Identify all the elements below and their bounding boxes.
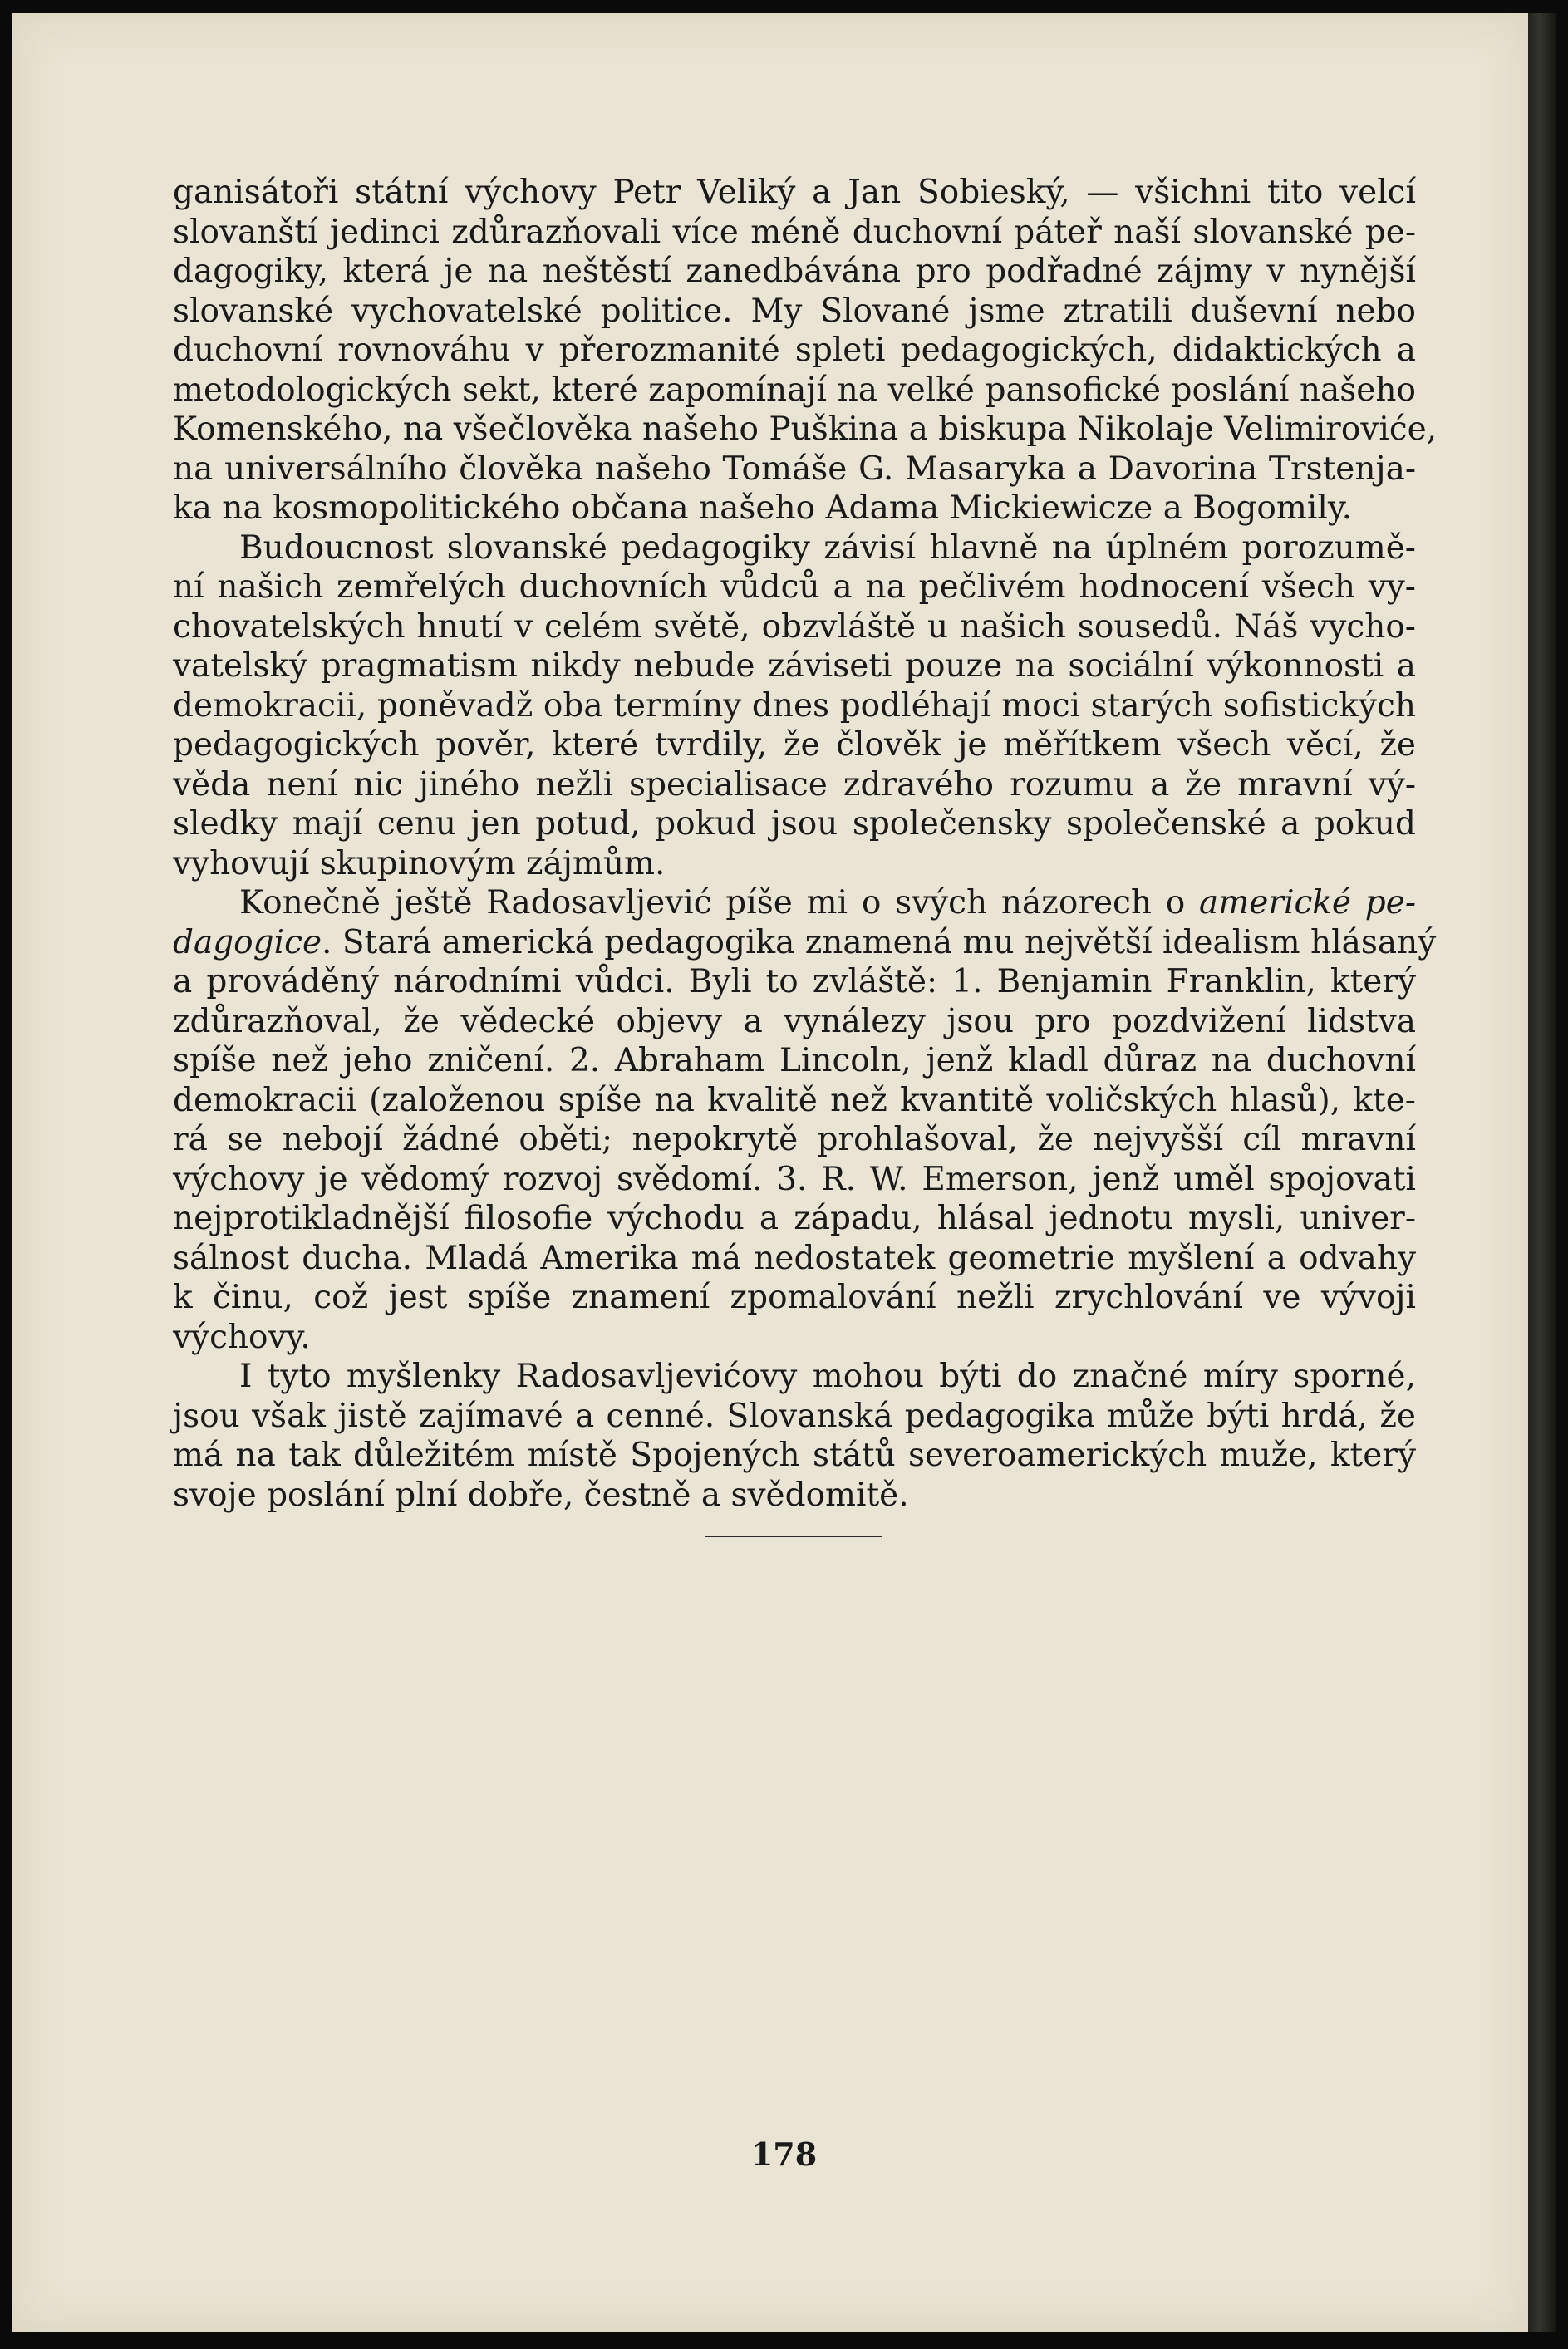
- text-line: sálnost ducha. Mladá Amerika má nedostatek geometrie myšlení a odvahy: [173, 1239, 1416, 1277]
- text-line: vyhovují skupinovým zájmům.: [173, 844, 666, 882]
- text-line: dagogiky, která je na neštěstí zanedbávána pro podřadné zájmy v nynější: [173, 253, 1416, 290]
- text-line: a prováděný národními vůdci. Byli to zvláště: 1. Benjamin Franklin, který: [173, 963, 1416, 1000]
- body-text: [173, 173, 1438, 1515]
- text-line: [173, 883, 1416, 923]
- paragraph-2: [173, 528, 1416, 884]
- text-line: svoje poslání plní dobře, čestně a svědomitě.: [173, 1476, 909, 1514]
- text-line: rá se nebojí žádné oběti; nepokrytě prohlašoval, že nejvyšší cíl mravní: [173, 1121, 1416, 1158]
- text-line: ka na kosmopolitického občana našeho Adama Mickiewicze a Bogomily.: [173, 489, 1353, 527]
- paragraph-4: [173, 1357, 1416, 1515]
- page-edge-shadow: [1528, 13, 1556, 2332]
- text-line: metodologických sekt, které zapomínají na velké pansofické poslání našeho: [173, 371, 1416, 409]
- text-line: na universálního člověka našeho Tomáše G. Masaryka a Davorina Trstenja-: [173, 450, 1416, 488]
- text-line: slovanští jedinci zdůrazňovali více méně duchovní páteř naší slovanské pe-: [173, 213, 1416, 251]
- text-line: výchovy.: [173, 1318, 311, 1356]
- text-line: ní našich zemřelých duchovních vůdců a na pečlivém hodnocení všech vy-: [173, 568, 1416, 606]
- text-line: zdůrazňoval, že vědecké objevy a vynálezy jsou pro pozdvižení lidstva: [173, 1002, 1416, 1040]
- text-line: k činu, což jest spíše znamení zpomalování nežli zrychlování ve vývoji: [173, 1279, 1416, 1316]
- text-line: pedagogických pověr, které tvrdily, že člověk je měřítkem všech věcí, že: [173, 726, 1416, 764]
- text-line: nejprotikladnější filosofie východu a západu, hlásal jednotu mysli, univer-: [173, 1200, 1416, 1237]
- text-line: má na tak důležitém místě Spojených států severoamerických muže, který: [173, 1437, 1416, 1474]
- text-line: demokracii, poněvadž oba termíny dnes podléhají moci starých sofistických: [173, 686, 1416, 725]
- paragraph-1: [173, 173, 1438, 528]
- text-line: vatelský pragmatism nikdy nebude záviseti pouze na sociální výkonnosti a: [173, 647, 1416, 685]
- text-line: spíše než jeho zničení. 2. Abraham Lincoln, jenž kladl důraz na duchovní: [173, 1042, 1416, 1079]
- section-divider: [705, 1536, 882, 1537]
- text-line-start: Konečně ještě Radosavljević píše mi o svých názorech o: [239, 884, 1200, 921]
- text-line: sledky mají cenu jen potud, pokud jsou společensky společenské a pokud: [173, 805, 1416, 843]
- italic-term: dagogice: [173, 923, 322, 961]
- text-line: I tyto myšlenky Radosavljevićovy mohou býti do značné míry sporné,: [239, 1358, 1416, 1395]
- text-line: věda není nic jiného nežli specialisace zdravého rozumu a že mravní vý-: [173, 765, 1416, 803]
- text-line: [173, 923, 1437, 963]
- text-line: ganisátoři státní výchovy Petr Veliký a Jan Sobieský, — všichni tito velcí: [173, 174, 1416, 211]
- text-line: Budoucnost slovanské pedagogiky závisí hlavně na úplném porozumě-: [239, 528, 1416, 567]
- text-line: slovanské vychovatelské politice. My Slované jsme ztratili duševní nebo: [173, 292, 1416, 330]
- text-line: duchovní rovnováhu v přerozmanité spleti pedagogických, didaktických a: [173, 332, 1416, 369]
- text-line-rest: . Stará americká pedagogika znamená mu největší idealism hlásaný: [322, 923, 1437, 961]
- page-number: 178: [750, 2135, 818, 2173]
- text-line: demokracii (založenou spíše na kvalitě než kvantitě voličských hlasů), kte-: [173, 1081, 1416, 1119]
- text-line: jsou však jistě zajímavé a cenné. Slovanská pedagogika může býti hrdá, že: [173, 1397, 1416, 1435]
- text-line: chovatelských hnutí v celém světě, obzvláště u našich sousedů. Náš vycho-: [173, 607, 1416, 646]
- italic-term: americké pe-: [1199, 884, 1416, 921]
- text-line: Komenského, na všečlověka našeho Puškina a biskupa Nikolaje Velimiroviće,: [173, 410, 1438, 448]
- paragraph-3: [173, 883, 1437, 1357]
- text-line: výchovy je vědomý rozvoj svědomí. 3. R. W. Emerson, jenž uměl spojovati: [173, 1160, 1416, 1198]
